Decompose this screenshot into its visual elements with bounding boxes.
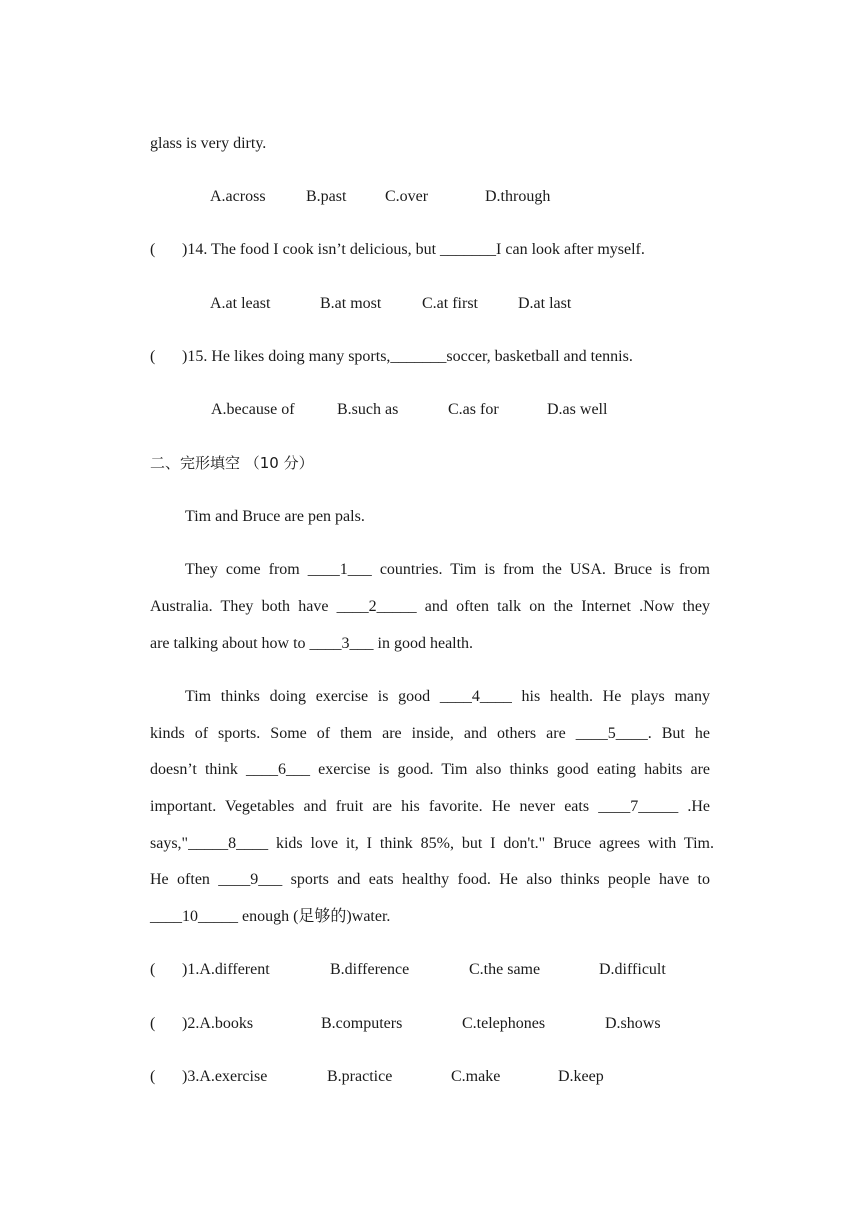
q15-option-a: A.because of (211, 401, 295, 418)
q15-stem: )15. He likes doing many sports,_______soccer, basketball and tennis. (182, 348, 633, 365)
passage-p2-line-1: They come from ____1___ countries. Tim is from the USA. Bruce is from (185, 561, 710, 578)
cloze-q3-option-b: B.practice (327, 1068, 393, 1085)
q15-option-d: D.as well (547, 401, 608, 418)
passage-p2-line-3: are talking about how to ____3___ in good health. (150, 635, 474, 652)
q14-option-a: A.at least (210, 295, 271, 312)
passage-paragraph-1: Tim and Bruce are pen pals. (185, 508, 365, 525)
q15-answer-paren: ( (150, 348, 156, 365)
passage-p3-line-1: Tim thinks doing exercise is good ____4____ his health. He plays many (185, 688, 710, 705)
cloze-q1-option-a: )1.A.different (182, 961, 270, 978)
cloze-q1-answer-paren: ( (150, 961, 156, 978)
q15-option-b: B.such as (337, 401, 399, 418)
q13-option-d: D.through (485, 188, 551, 205)
cloze-q1-option-d: D.difficult (599, 961, 666, 978)
passage-p3-line-3: doesn’t think ____6___ exercise is good. Tim also thinks good eating habits are (150, 761, 710, 778)
passage-p3-line-4: important. Vegetables and fruit are his favorite. He never eats ____7_____ .He (150, 798, 710, 815)
cloze-q3-option-d: D.keep (558, 1068, 604, 1085)
cloze-q2-answer-paren: ( (150, 1015, 156, 1032)
section-heading: 二、完形填空 （10 分） (150, 454, 314, 472)
q13-option-a: A.across (210, 188, 266, 205)
carryover-line: glass is very dirty. (150, 135, 267, 152)
passage-p3-line-2: kinds of sports. Some of them are inside, and others are ____5____. But he (150, 725, 710, 742)
cloze-q2-option-b: B.computers (321, 1015, 403, 1032)
cloze-q3-answer-paren: ( (150, 1068, 156, 1085)
cloze-q1-option-b: B.difference (330, 961, 410, 978)
q13-option-b: B.past (306, 188, 347, 205)
q14-option-d: D.at last (518, 295, 572, 312)
passage-p3-line-7: ____10_____ enough (足够的)water. (150, 908, 391, 925)
cloze-q3-option-a: )3.A.exercise (182, 1068, 268, 1085)
cloze-q2-option-d: D.shows (605, 1015, 661, 1032)
q14-stem: )14. The food I cook isn’t delicious, but _______I can look after myself. (182, 241, 645, 258)
cloze-q2-option-a: )2.A.books (182, 1015, 254, 1032)
cloze-q1-option-c: C.the same (469, 961, 541, 978)
q13-option-c: C.over (385, 188, 429, 205)
passage-p3-line-6: He often ____9___ sports and eats healthy food. He also thinks people have to (150, 871, 710, 888)
q15-option-c: C.as for (448, 401, 499, 418)
passage-p2-line-2: Australia. They both have ____2_____ and often talk on the Internet .Now they (150, 598, 710, 615)
q14-answer-paren: ( (150, 241, 156, 258)
passage-p3-line-5: says,"_____8____ kids love it, I think 85%, but I don't." Bruce agrees with Tim. (150, 835, 714, 852)
cloze-q3-option-c: C.make (451, 1068, 501, 1085)
q14-option-b: B.at most (320, 295, 382, 312)
q14-option-c: C.at first (422, 295, 478, 312)
cloze-q2-option-c: C.telephones (462, 1015, 546, 1032)
